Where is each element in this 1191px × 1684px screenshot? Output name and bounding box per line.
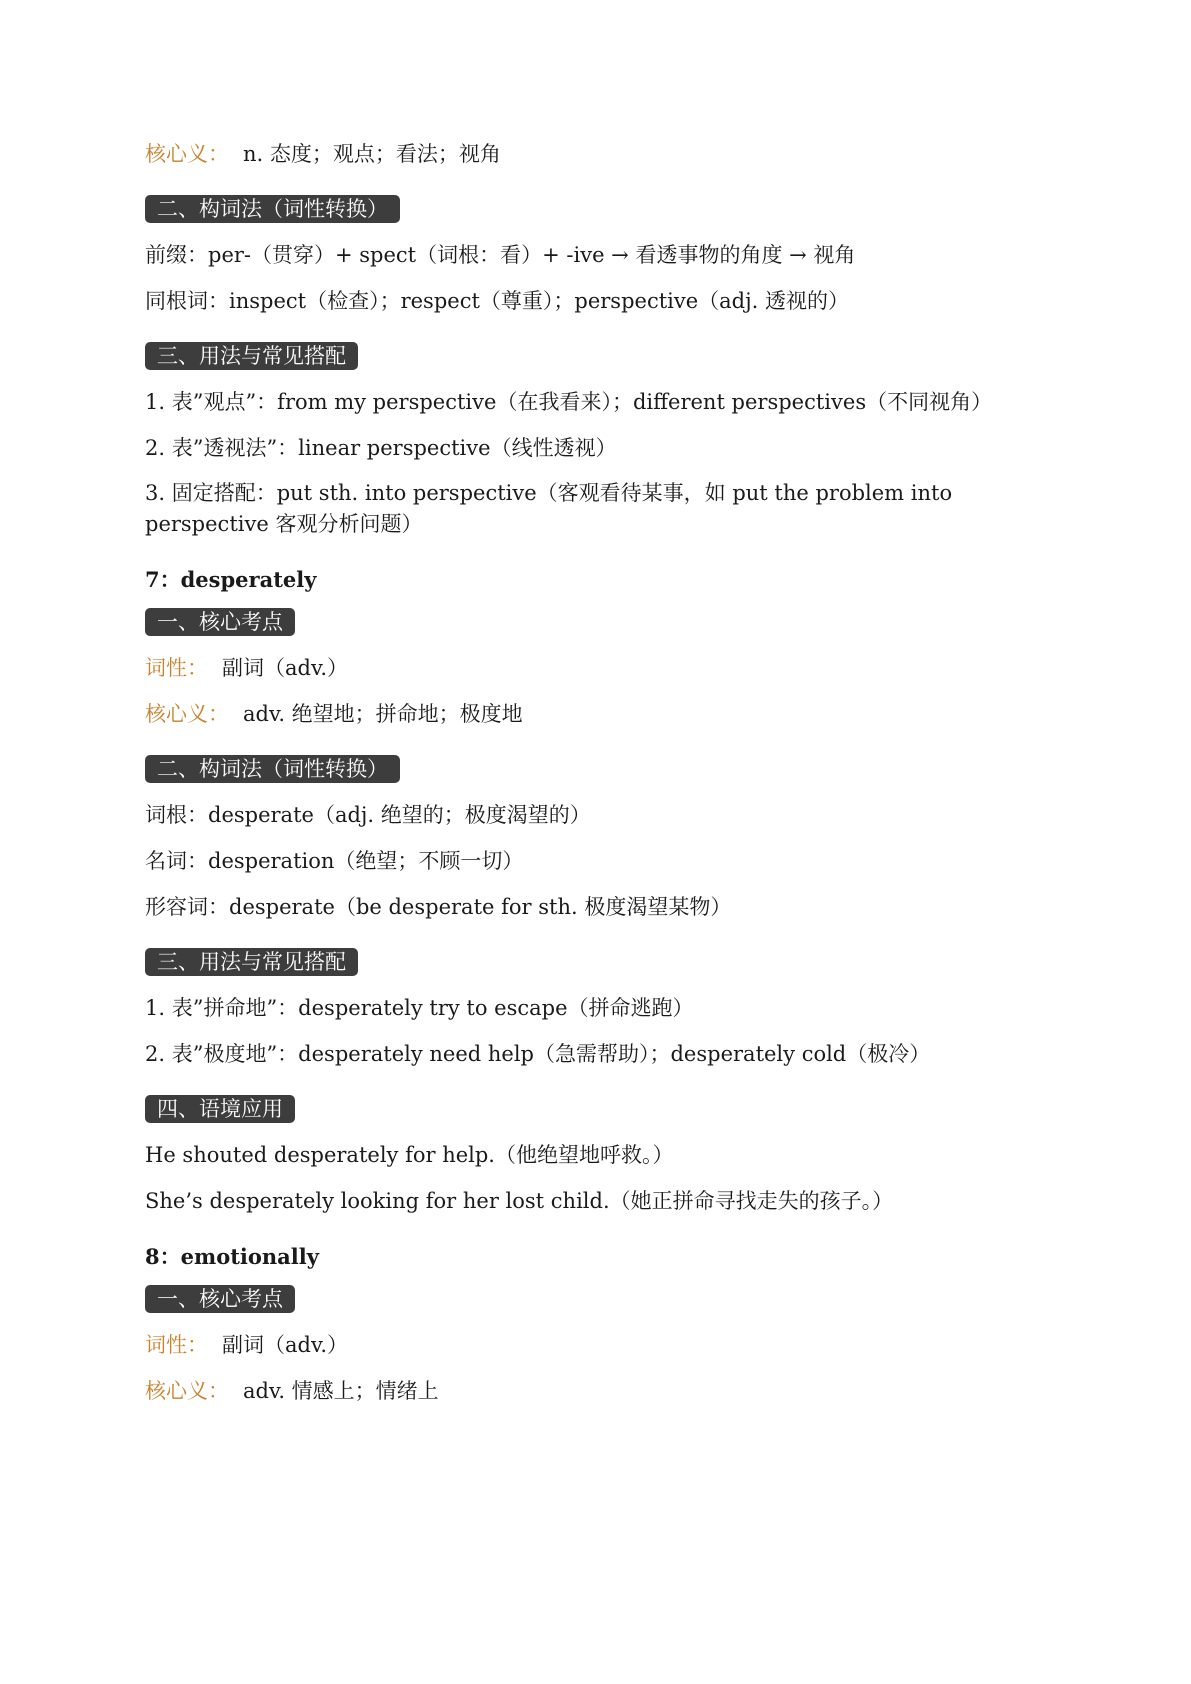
section-tag-usage: 三、用法与常见搭配	[145, 948, 358, 976]
part-of-speech-line	[145, 652, 1075, 684]
part-of-speech-line	[145, 1329, 1075, 1361]
word-formation-line: 名词：desperation（绝望；不顾一切）	[145, 849, 524, 873]
word-heading-8: 8：emotionally	[145, 1244, 319, 1269]
part-of-speech-label: 词性：	[145, 656, 208, 680]
document-page	[145, 138, 1075, 1407]
section-tag-wrap	[145, 948, 1075, 976]
core-meaning-line	[145, 698, 1075, 730]
section-tag-context: 四、语境应用	[145, 1095, 295, 1123]
part-of-speech-text: 副词（adv.）	[222, 656, 349, 680]
section-tag-wrap	[145, 195, 1075, 223]
section-tag-wrap	[145, 342, 1075, 370]
word-heading-7: 7：desperately	[145, 567, 317, 592]
word-formation-line: 词根：desperate（adj. 绝望的；极度渴望的）	[145, 803, 591, 827]
core-meaning-text: n. 态度；观点；看法；视角	[243, 142, 501, 166]
section-tag-wrap	[145, 1285, 1075, 1313]
core-meaning-label: 核心义：	[145, 702, 229, 726]
core-meaning-label: 核心义：	[145, 142, 229, 166]
core-meaning-line	[145, 1375, 1075, 1407]
part-of-speech-text: 副词（adv.）	[222, 1333, 349, 1357]
usage-line: 1. 表”观点”：from my perspective（在我看来）；different perspectives（不同视角）	[145, 390, 993, 414]
section-tag-word-formation: 二、构词法（词性转换）	[145, 195, 400, 223]
section-tag-usage: 三、用法与常见搭配	[145, 342, 358, 370]
section-tag-wrap	[145, 1095, 1075, 1123]
section-tag-word-formation: 二、构词法（词性转换）	[145, 755, 400, 783]
usage-line: 3. 固定搭配：put sth. into perspective（客观看待某事，如 put the problem into perspective 客观分析问题）	[145, 481, 953, 536]
word-formation-line: 前缀：per-（贯穿）+ spect（词根：看）+ -ive → 看透事物的角度 → 视角	[145, 243, 856, 267]
usage-line: 2. 表”极度地”：desperately need help（急需帮助）；desperately cold（极冷）	[145, 1042, 931, 1066]
core-meaning-text: adv. 绝望地；拼命地；极度地	[243, 702, 523, 726]
section-tag-core-points: 一、核心考点	[145, 1285, 295, 1313]
word-formation-line: 形容词：desperate（be desperate for sth. 极度渴望某物）	[145, 895, 732, 919]
section-tag-wrap	[145, 608, 1075, 636]
usage-line: 1. 表”拼命地”：desperately try to escape（拼命逃跑）	[145, 996, 694, 1020]
example-sentence: He shouted desperately for help.（他绝望地呼救。）	[145, 1143, 674, 1167]
example-sentence: She’s desperately looking for her lost child.（她正拼命寻找走失的孩子。）	[145, 1189, 894, 1213]
usage-line: 2. 表”透视法”：linear perspective（线性透视）	[145, 436, 617, 460]
core-meaning-text: adv. 情感上；情绪上	[243, 1379, 439, 1403]
section-tag-wrap	[145, 755, 1075, 783]
word-formation-line: 同根词：inspect（检查）；respect（尊重）；perspective（adj. 透视的）	[145, 289, 849, 313]
core-meaning-line	[145, 138, 1075, 170]
part-of-speech-label: 词性：	[145, 1333, 208, 1357]
section-tag-core-points: 一、核心考点	[145, 608, 295, 636]
core-meaning-label: 核心义：	[145, 1379, 229, 1403]
